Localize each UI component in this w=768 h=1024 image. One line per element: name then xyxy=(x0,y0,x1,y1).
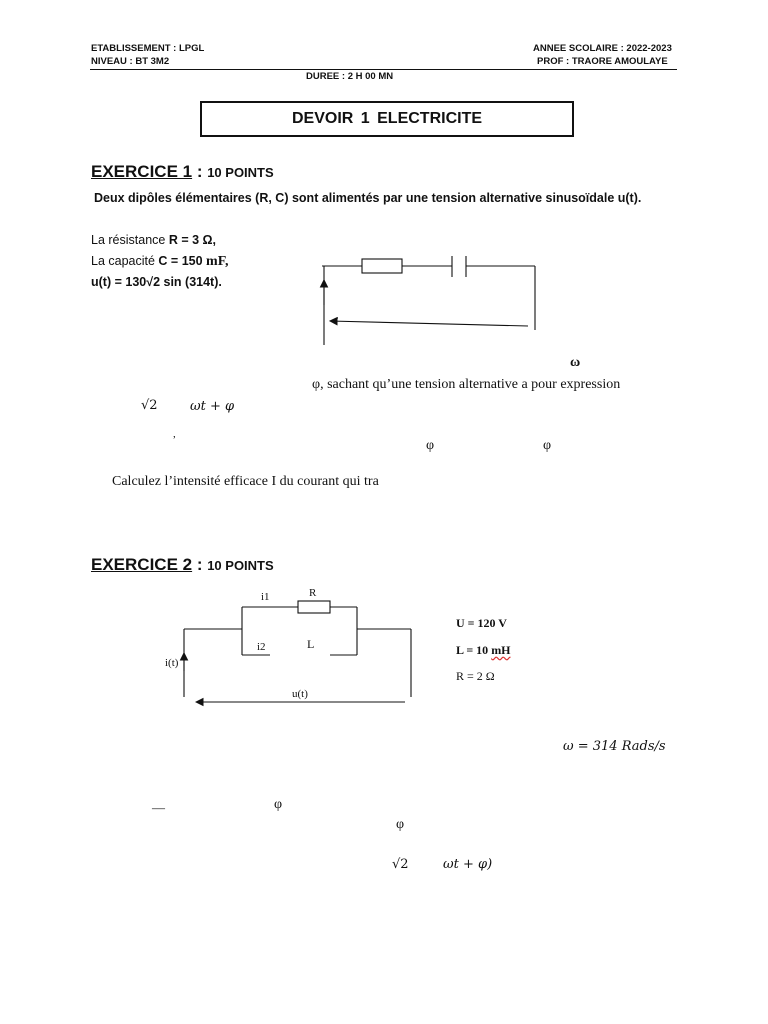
exercice2-value-L: L = 10 mH xyxy=(456,643,511,657)
header-prof: PROF : TRAORE AMOULAYE xyxy=(537,56,668,67)
exercice1-intro: Deux dipôles élémentaires (R, C) sont alimentés par une tension alternative sinusoïdale u(t). xyxy=(94,191,642,205)
header-niveau: NIVEAU : BT 3M2 xyxy=(91,56,170,67)
voltage-arrow xyxy=(330,321,528,326)
resistor-R-symbol xyxy=(298,601,330,613)
circuit2-label-i2: i2 xyxy=(257,641,266,653)
exercice1-title: EXERCICE 1 : 10 POINTS xyxy=(91,162,274,181)
document-title: DEVOIR 1 ELECTRICITE xyxy=(200,101,574,137)
header-etablissement: ETABLISSEMENT : LPGL xyxy=(91,43,205,54)
exercice2-omega-value: ω = 314 Rads/s xyxy=(563,739,666,754)
circuit2-label-ut: u(t) xyxy=(292,688,308,700)
exercice1-u-expression: u(t) = 130√2 sin (314t). xyxy=(91,275,222,289)
exercice2-value-U: U = 120 V xyxy=(456,616,507,630)
circuit2-label-R: R xyxy=(309,587,317,599)
header-duree: DUREE : 2 H 00 MN xyxy=(306,71,394,82)
exercice1-phi-b: φ xyxy=(543,438,552,453)
exercice2-phi-2: φ xyxy=(396,817,405,832)
header-annee: ANNEE SCOLAIRE : 2022-2023 xyxy=(533,43,672,54)
resistor-symbol xyxy=(362,259,402,273)
exercice1-phi-sentence: φ, sachant qu’une tension alternative a pour expression xyxy=(312,377,621,392)
exercice2-sqrt2: √2 xyxy=(392,857,409,872)
circuit2-label-it: i(t) xyxy=(165,657,179,669)
exercice1-phi-a: φ xyxy=(426,438,435,453)
exercice2-value-R: R = 2 Ω xyxy=(456,669,495,683)
exercice1-omega: ω xyxy=(570,355,581,370)
exercice2-phi-1: φ xyxy=(274,797,283,812)
exercice1-calc-question: Calculez l’intensité efficace I du courant qui tra xyxy=(112,474,379,489)
exercice1-comma: , xyxy=(173,428,176,440)
exercice2-dash: — xyxy=(152,800,165,815)
exercice1-sqrt2: √2 xyxy=(141,398,158,413)
circuit2-label-L: L xyxy=(307,637,315,651)
exercice1-circuit xyxy=(300,250,560,345)
exercice1-wt-phi: ωt + φ xyxy=(190,399,235,414)
exercice1-capacite: La capacité C = 150 mF, xyxy=(91,254,229,269)
exercice2-wt-phi: ωt + φ) xyxy=(443,857,493,872)
circuit2-label-i1: i1 xyxy=(261,591,270,603)
header-rule xyxy=(90,69,677,70)
exercice2-title: EXERCICE 2 : 10 POINTS xyxy=(91,555,274,574)
exercice1-resistance: La résistance R = 3 Ω, xyxy=(91,233,217,247)
